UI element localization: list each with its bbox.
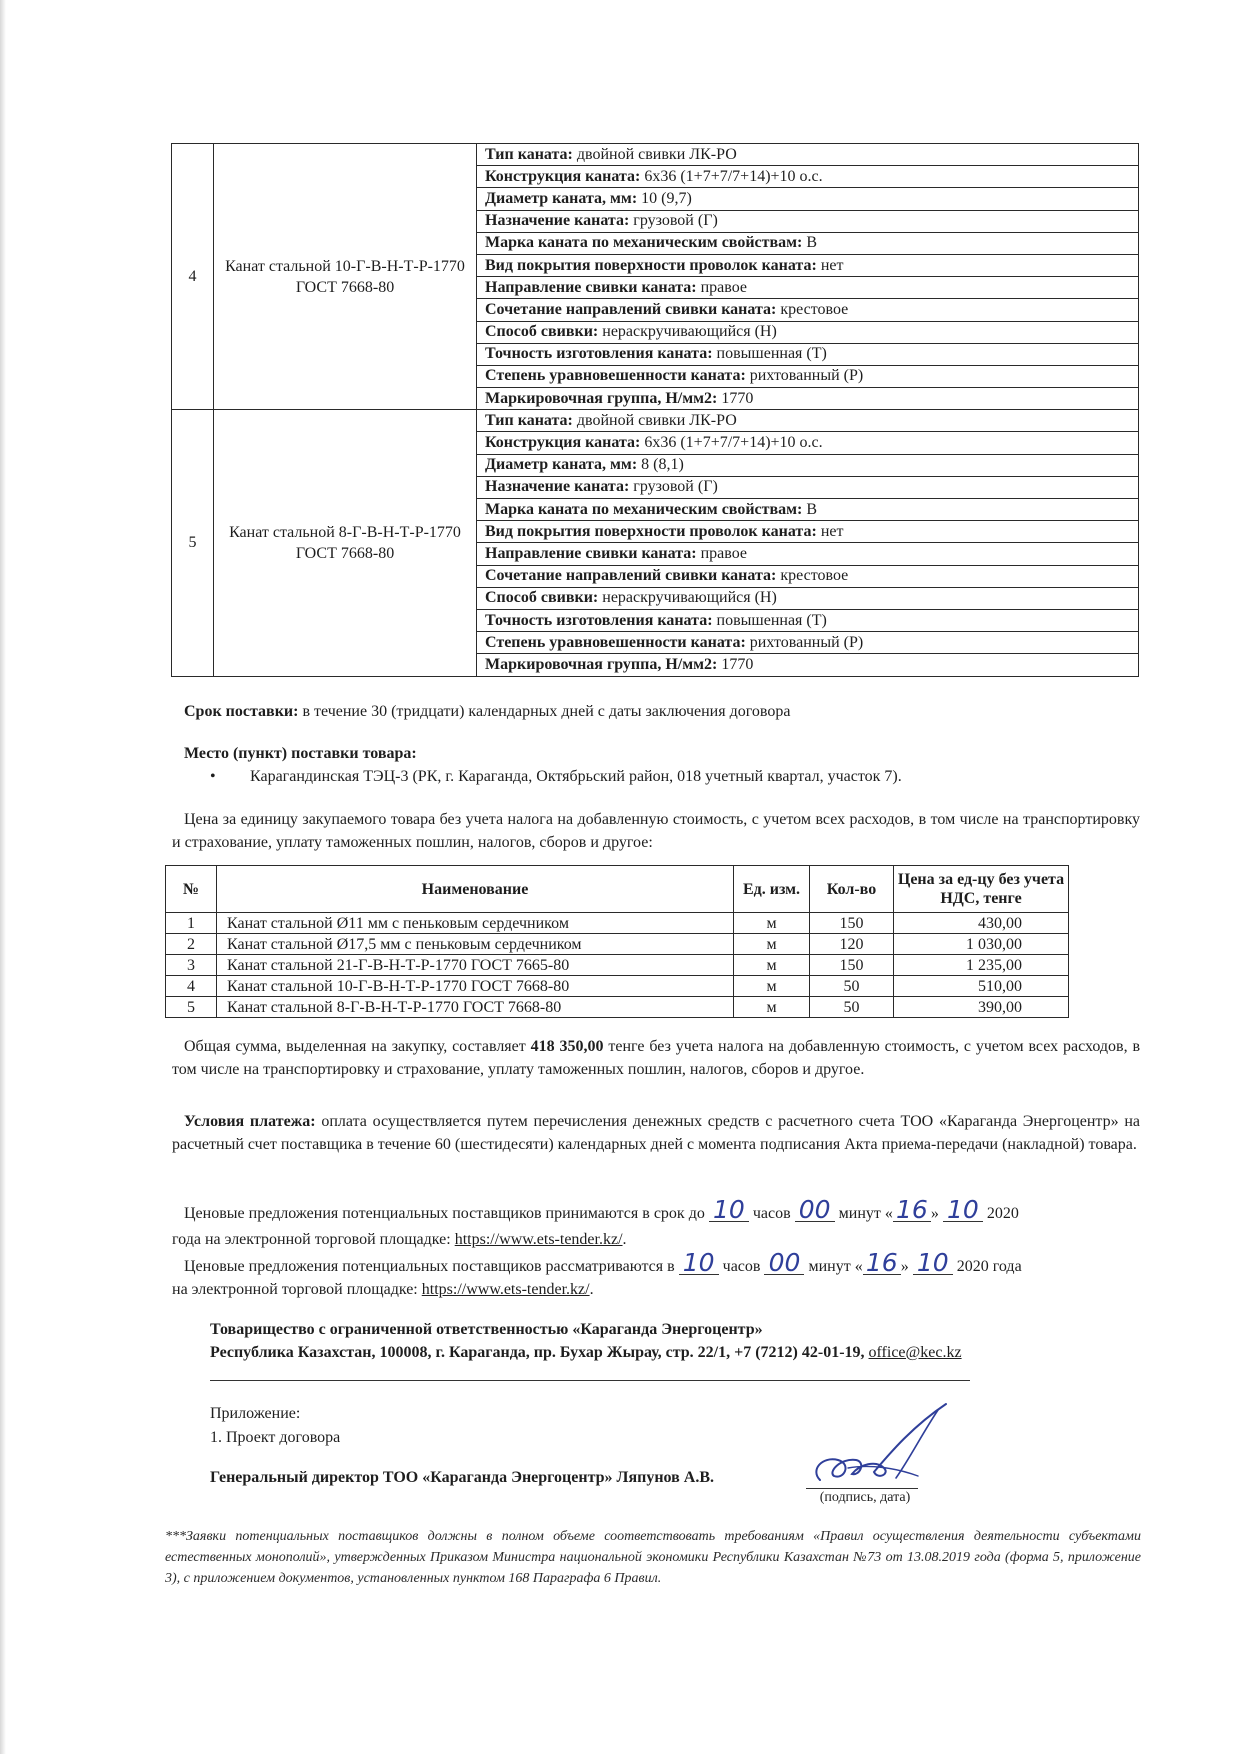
spec-attribute-value: 10 (9,7)	[637, 189, 692, 207]
spec-attribute-key: Маркировочная группа, Н/мм2:	[485, 389, 718, 407]
spec-attribute-key: Диаметр каната, мм:	[485, 456, 638, 474]
deadline-accept-minutes-word: минут «	[834, 1205, 893, 1222]
signer-text: Генеральный директор ТОО «Караганда Энергоцентр» Ляпунов А.В.	[210, 1469, 714, 1486]
handwritten-minute: 00	[764, 1252, 804, 1275]
cell-name: Канат стальной Ø11 мм с пеньковым сердечником	[217, 913, 734, 934]
spec-attribute-key: Степень уравновешенности каната:	[485, 367, 746, 385]
cell-cost: 1 235,00	[894, 955, 1069, 976]
table-row	[166, 913, 1069, 934]
spec-attribute-value: 1770	[717, 655, 754, 673]
cell-num: 1	[166, 913, 217, 934]
spec-attribute-key: Тип каната:	[485, 411, 573, 429]
spec-attribute-key: Диаметр каната, мм:	[485, 189, 638, 207]
price-table-header	[166, 866, 1069, 913]
deadline-review-quote: »	[900, 1258, 913, 1275]
footnote: ***Заявки потенциальных поставщиков должны в полном объеме соответствовать требованиям «Правил осуществления деятельности субъектами естественных монополий», утвержденных Приказом Министра национальной экономики Республики Казахстан №73 от 13.08.2019 года (форма 5, приложение 3), с приложением документов, установленных пунктом 168 Параграфа 6 Правил.	[165, 1529, 1141, 1586]
delivery-place	[184, 742, 1124, 765]
cell-qty: 50	[810, 997, 894, 1018]
company-email-link[interactable]: office@kec.kz	[868, 1344, 962, 1361]
total-text-after: тенге без учета налога на добавленную стоимость, с учетом всех расходов, в том числе на транспортировку и страхование, уплату таможенных пошлин, налогов, сборов и другое.	[172, 1038, 1141, 1078]
deadline-review-hours-word: часов	[718, 1258, 765, 1275]
spec-attribute-key: Степень уравновешенности каната:	[485, 633, 746, 651]
spec-attribute	[477, 432, 1139, 454]
spec-attribute-key: Способ свивки:	[485, 323, 599, 341]
spec-attribute-key: Маркировочная группа, Н/мм2:	[485, 655, 718, 673]
spec-attribute-key: Назначение каната:	[485, 212, 630, 230]
deadline-accept-platform-text: года на электронной торговой площадке:	[172, 1231, 455, 1248]
spec-attribute-key: Марка каната по механическим свойствам:	[485, 234, 803, 252]
attachment-item: 1. Проект договора	[210, 1429, 341, 1446]
signature-icon	[800, 1398, 960, 1498]
payment-label: Условия платежа:	[184, 1113, 316, 1130]
spec-item-name: Канат стальной 8-Г-В-Н-Т-Р-1770 ГОСТ 7668-80	[214, 410, 477, 676]
cell-unit: м	[734, 976, 810, 997]
handwritten-month: 10	[943, 1199, 983, 1222]
spec-row	[172, 144, 1139, 166]
spec-attribute	[477, 188, 1139, 210]
deadline-accept-line2	[172, 1228, 1132, 1251]
spec-attribute	[477, 632, 1139, 654]
table-row	[166, 976, 1069, 997]
handwritten-hour: 10	[709, 1199, 749, 1222]
ets-tender-link[interactable]: https://www.ets-tender.kz/	[454, 1231, 623, 1248]
delivery-place-item	[210, 765, 1130, 788]
spec-attribute	[477, 454, 1139, 476]
spec-attribute-value: нет	[816, 522, 844, 540]
deadline-accept-year: 2020	[982, 1205, 1019, 1222]
deadline-accept-hours-word: часов	[748, 1205, 795, 1222]
deadline-accept	[184, 1195, 1144, 1225]
spec-attribute-value: нераскручивающийся (Н)	[598, 323, 777, 341]
handwritten-day: 16	[863, 1252, 901, 1275]
spec-attribute-key: Сочетание направлений свивки каната:	[485, 567, 777, 585]
cell-name: Канат стальной Ø17,5 мм с пеньковым сердечником	[217, 934, 734, 955]
spec-attribute-value: рихтованный (Р)	[745, 633, 864, 651]
spec-attribute	[477, 476, 1139, 498]
spec-attribute-key: Марка каната по механическим свойствам:	[485, 500, 803, 518]
cell-num: 2	[166, 934, 217, 955]
header-unit: Ед. изм.	[734, 866, 810, 913]
handwritten-minute: 00	[795, 1199, 835, 1222]
header-cost: Цена за ед-цу без учета НДС, тенге	[894, 866, 1069, 913]
cell-unit: м	[734, 955, 810, 976]
cell-name: Канат стальной 10-Г-В-Н-Т-Р-1770 ГОСТ 7668-80	[217, 976, 734, 997]
spec-attribute-value: двойной свивки ЛК-РО	[572, 145, 737, 163]
price-table	[165, 865, 1069, 1018]
spec-attribute-value: 8 (8,1)	[637, 456, 684, 474]
spec-attribute	[477, 410, 1139, 432]
spec-attribute-key: Тип каната:	[485, 145, 573, 163]
price-intro: Цена за единицу закупаемого товара без учета налога на добавленную стоимость, с учетом всех расходов, в том числе на транспортировку и страхование, уплату таможенных пошлин, налогов, сборов и другое:	[172, 811, 1140, 851]
spec-attribute-value: нераскручивающийся (Н)	[598, 589, 777, 607]
delivery-term-text: в течение 30 (тридцати) календарных дней с даты заключения договора	[298, 703, 791, 720]
deadline-review-text: Ценовые предложения потенциальных поставщиков рассматриваются в	[184, 1258, 679, 1275]
deadline-review-year: 2020 года	[952, 1258, 1022, 1275]
spec-attribute	[477, 543, 1139, 565]
spec-attribute-value: В	[802, 500, 818, 518]
spec-attribute-value: крестовое	[776, 567, 849, 585]
spec-attribute-value: нет	[816, 256, 844, 274]
spec-attribute-value: повышенная (Т)	[712, 611, 827, 629]
delivery-term-label: Срок поставки:	[184, 703, 299, 720]
rope-specification-table	[171, 143, 1139, 677]
cell-name: Канат стальной 21-Г-В-Н-Т-Р-1770 ГОСТ 7665-80	[217, 955, 734, 976]
delivery-term	[184, 700, 1124, 723]
total-text-before: Общая сумма, выделенная на закупку, составляет	[184, 1038, 531, 1055]
signature-caption: (подпись, дата)	[819, 1490, 911, 1505]
handwritten-day: 16	[893, 1199, 931, 1222]
spec-attribute-value: 6х36 (1+7+7/7+14)+10 о.с.	[640, 167, 823, 185]
table-row	[166, 934, 1069, 955]
cell-qty: 150	[810, 913, 894, 934]
handwritten-month: 10	[913, 1252, 953, 1275]
spec-attribute	[477, 343, 1139, 365]
spec-attribute	[477, 521, 1139, 543]
deadline-accept-quote: »	[930, 1205, 943, 1222]
cell-num: 4	[166, 976, 217, 997]
spec-attribute	[477, 277, 1139, 299]
payment-terms	[172, 1110, 1140, 1156]
spec-attribute	[477, 166, 1139, 188]
spec-attribute-value: повышенная (Т)	[712, 345, 827, 363]
spec-attribute	[477, 654, 1139, 676]
spec-attribute-value: В	[802, 234, 818, 252]
deadline-review-platform-text: на электронной торговой площадке:	[172, 1281, 422, 1298]
spec-attribute-key: Вид покрытия поверхности проволок каната:	[485, 522, 817, 540]
table-row	[166, 997, 1069, 1018]
spec-attribute-value: крестовое	[776, 300, 849, 318]
company-name	[210, 1318, 1150, 1341]
cell-cost: 390,00	[894, 997, 1069, 1018]
cell-name: Канат стальной 8-Г-В-Н-Т-Р-1770 ГОСТ 7668-80	[217, 997, 734, 1018]
cell-qty: 50	[810, 976, 894, 997]
cell-cost: 1 030,00	[894, 934, 1069, 955]
separator-line	[210, 1380, 970, 1381]
cell-unit: м	[734, 934, 810, 955]
spec-attribute-key: Сочетание направлений свивки каната:	[485, 300, 777, 318]
spec-item-number: 4	[172, 144, 214, 410]
spec-attribute-value: правое	[696, 278, 748, 296]
company-address-text: Республика Казахстан, 100008, г. Караганда, пр. Бухар Жырау, стр. 22/1, +7 (7212) 42-01-19,	[210, 1344, 869, 1361]
spec-attribute-value: рихтованный (Р)	[745, 367, 864, 385]
deadline-accept-text: Ценовые предложения потенциальных поставщиков принимаются в срок до	[184, 1205, 709, 1222]
spec-attribute-key: Способ свивки:	[485, 589, 599, 607]
delivery-place-label: Место (пункт) поставки товара:	[184, 745, 417, 762]
attachment-title: Приложение:	[210, 1405, 301, 1422]
spec-attribute	[477, 388, 1139, 410]
spec-attribute-value: 6х36 (1+7+7/7+14)+10 о.с.	[640, 434, 823, 452]
deadline-review	[184, 1248, 1144, 1278]
spec-attribute	[477, 365, 1139, 387]
spec-attribute	[477, 609, 1139, 631]
header-qty: Кол-во	[810, 866, 894, 913]
spec-attribute-key: Конструкция каната:	[485, 167, 641, 185]
spec-attribute-key: Вид покрытия поверхности проволок каната:	[485, 256, 817, 274]
company-address	[210, 1341, 1150, 1364]
spec-attribute-key: Назначение каната:	[485, 478, 630, 496]
bullet-icon: •	[210, 768, 216, 785]
header-name: Наименование	[217, 866, 734, 913]
spec-attribute-value: грузовой (Г)	[629, 212, 718, 230]
spec-attribute	[477, 254, 1139, 276]
cell-qty: 120	[810, 934, 894, 955]
deadline-review-period: .	[589, 1281, 594, 1298]
spec-item-name: Канат стальной 10-Г-В-Н-Т-Р-1770 ГОСТ 7668-80	[214, 144, 477, 410]
cell-num: 5	[166, 997, 217, 1018]
total-sum	[172, 1035, 1140, 1081]
spec-attribute-key: Конструкция каната:	[485, 434, 641, 452]
spec-attribute	[477, 587, 1139, 609]
signer-line	[210, 1466, 820, 1489]
deadline-review-minutes-word: минут «	[804, 1258, 863, 1275]
spec-attribute-value: грузовой (Г)	[629, 478, 718, 496]
cell-qty: 150	[810, 955, 894, 976]
spec-attribute-key: Точность изготовления каната:	[485, 345, 713, 363]
spec-attribute-key: Точность изготовления каната:	[485, 611, 713, 629]
spec-attribute-value: двойной свивки ЛК-РО	[572, 411, 737, 429]
scan-edge	[0, 0, 6, 1754]
cell-cost: 510,00	[894, 976, 1069, 997]
spec-attribute	[477, 210, 1139, 232]
spec-item-number: 5	[172, 410, 214, 676]
spec-attribute	[477, 299, 1139, 321]
spec-attribute-key: Направление свивки каната:	[485, 278, 697, 296]
spec-attribute	[477, 144, 1139, 166]
spec-attribute-value: 1770	[717, 389, 754, 407]
spec-attribute	[477, 321, 1139, 343]
header-num: №	[166, 866, 217, 913]
cell-unit: м	[734, 997, 810, 1018]
spec-attribute	[477, 499, 1139, 521]
spec-attribute-key: Направление свивки каната:	[485, 544, 697, 562]
deadline-accept-period: .	[622, 1231, 627, 1248]
table-row	[166, 955, 1069, 976]
payment-text: оплата осуществляется путем перечисления денежных средств с расчетного счета ТОО «Караганда Энергоцентр» на расчетный счет поставщика в течение 60 (шестидесяти) календарных дней с момента подписания Акта приема-передачи (накладной) товара.	[172, 1113, 1140, 1153]
ets-tender-link[interactable]: https://www.ets-tender.kz/	[421, 1281, 590, 1298]
handwritten-hour: 10	[679, 1252, 719, 1275]
deadline-review-line2	[172, 1278, 1132, 1301]
cell-unit: м	[734, 913, 810, 934]
delivery-place-address: Карагандинская ТЭЦ-3 (РК, г. Караганда, Октябрьский район, 018 учетный квартал, участок 7).	[250, 768, 902, 785]
spec-attribute	[477, 565, 1139, 587]
spec-attribute	[477, 232, 1139, 254]
total-amount: 418 350,00	[530, 1038, 604, 1055]
cell-num: 3	[166, 955, 217, 976]
spec-row	[172, 410, 1139, 432]
cell-cost: 430,00	[894, 913, 1069, 934]
spec-attribute-value: правое	[696, 544, 748, 562]
company-name-text: Товарищество с ограниченной ответственностью «Караганда Энергоцентр»	[210, 1321, 763, 1338]
